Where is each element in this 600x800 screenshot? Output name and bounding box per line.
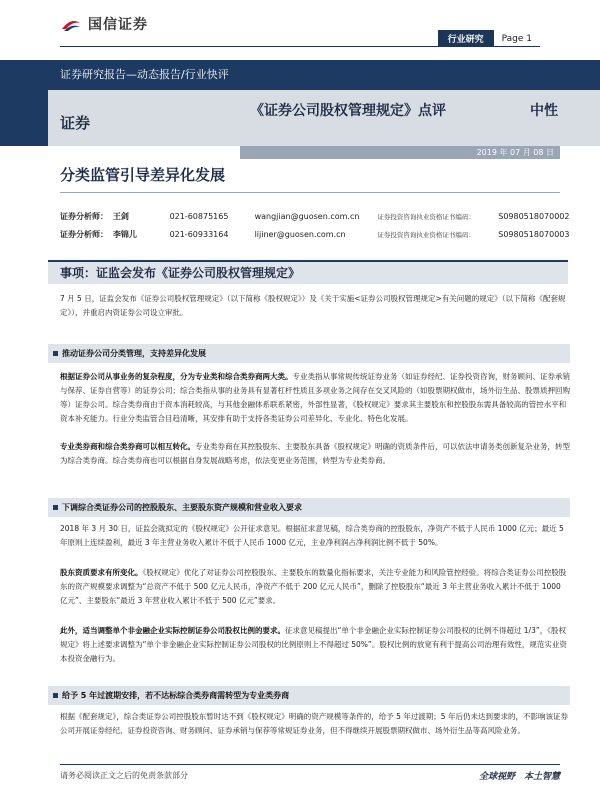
analyst-role: 证券分析师：	[60, 211, 108, 221]
analyst-row	[60, 225, 570, 243]
subsection-header-3	[48, 686, 570, 705]
analyst-phone: 021-60933164	[169, 229, 229, 239]
report-title: 《证券公司股权管理规定》点评	[250, 103, 446, 119]
analyst-cert-number: S0980518070003	[498, 229, 570, 239]
subsection-heading: 下调综合类证券公司的控股股东、主要股东资产规模和营业收入要求	[62, 503, 302, 512]
analyst-name: 王剑	[112, 210, 129, 221]
analyst-email[interactable]: lijiner@guosen.com.cn	[254, 229, 346, 239]
subsection-header-2	[48, 498, 570, 517]
header-meta	[438, 30, 540, 47]
subsection-heading: 推动证券公司分类管理，支持差异化发展	[62, 349, 206, 358]
paragraph	[60, 370, 570, 426]
analyst-email[interactable]: wangjian@guosen.com.cn	[254, 211, 360, 221]
paragraph: 根据《配套规定》，综合类证券公司控股股东暂时达不到《股权规定》明确的资产规模等条件的，给予 5 年过渡期；5 年后仍未达到要求的，不影响该证券公司开展证券经纪、证券投资咨询、财务顾问、证券承销与保荐等常规证券业务，但不得继续开展股票期权做市、场外衍生品等高风险业务。	[60, 712, 568, 735]
report-category-tag: 行业研究	[438, 30, 494, 47]
subsection-heading: 给予 5 年过渡期安排，若不达标综合类券商需转型为专业类券商	[62, 691, 290, 700]
brand-name: 国信证券	[88, 17, 148, 33]
paragraph-lead: 专业类券商和综合类券商可以相互转化。	[60, 442, 195, 451]
intro-paragraph: 7 月 5 日，证监会发布《证券公司股权管理规定》（以下简称《股权规定》）及《关于实施<证券公司股权管理规定>有关问题的规定》（以下简称《配套规定》），并重启内资证券公司设立审批。	[60, 294, 566, 317]
analyst-phone: 021-60875165	[169, 211, 229, 221]
guosen-logo-icon	[60, 15, 82, 33]
square-bullet-icon	[53, 351, 58, 356]
header-divider	[60, 46, 540, 47]
paragraph	[60, 566, 570, 608]
analyst-cert-number: S0980518070002	[498, 211, 570, 221]
event-heading: 事项：证监会发布《证券公司股权管理规定》	[60, 266, 301, 280]
sector-label: 证券	[60, 114, 91, 132]
report-type: 证券研究报告—动态报告/行业快评	[60, 68, 229, 81]
paragraph-lead: 此外，适当调整单个非金融企业实际控制证券公司股权比例的要求。	[60, 626, 285, 635]
footer-divider	[60, 764, 560, 765]
analyst-qualification: 证券投资咨询执业资格证书编码：	[377, 212, 475, 221]
analyst-row	[60, 207, 570, 225]
paragraph: 2018 年 3 月 30 日，证监会就拟定的《股权规定》公开征求意见。根据征求意见稿，综合类券商的控股股东，净资产不低于人民币 1000 亿元；最近 5 年原则上连续盈利，最近 3 年主营业务收入累计不低于人民币 1000 亿元，主业净利润占净利润比例不低于 50%。	[60, 524, 564, 547]
paragraph	[60, 440, 570, 468]
square-bullet-icon	[53, 693, 58, 698]
paragraph-body: 专业类指从事常规传统证券业务（如证券经纪、证券投资咨询，财务顾问、证券承销与保荐、证券自营等）的证券公司；综合类指从事的业务具有显著杠杆性质且多项业务之间存在交叉风险的（如股票期权做市，场外衍生品、股票质押回购等）证券公司。综合类券商由于资本消耗较高，与其他金融体系联系紧密，外部性显著，《股权规定》要求其主要股东和控股股东需具备较高的管控水平和资本补充能力。行业分类监管合目趋清晰，其安排有助于支持各类证券公司差异化、专业化、特色化发展。	[60, 372, 570, 423]
page-number: Page 1	[501, 33, 532, 44]
analyst-role: 证券分析师：	[60, 229, 108, 239]
subsection-header-1	[48, 344, 570, 363]
paragraph-body: 专业类券商在其控股股东、主要股东具备《股权规定》明确的资质条件后，可以依法申请务类创新复杂业务，转型为综合类券商。综合类券商也可以根据自身发展战略考虑，依法变更业务范围，转型为专业类券商。	[60, 442, 570, 465]
square-bullet-icon	[53, 505, 58, 510]
report-type-bar	[0, 60, 600, 90]
analyst-name: 李锦儿	[112, 228, 137, 239]
paragraph-lead: 根据证券公司从事业务的复杂程度，分为专业类和综合类券商两大类。	[60, 372, 293, 381]
report-date: 2019 年 07 月 08 日	[240, 146, 560, 159]
rating-label: 中性	[530, 103, 558, 119]
analyst-list	[60, 207, 570, 243]
analyst-qualification: 证券投资咨询执业资格证书编码：	[377, 230, 475, 239]
paragraph-body: 征求意见稿提出“单个非金融企业实际控制证券公司股权的比例不得超过 1/3”，《股权规定》将上述要求调整为“单个非金融企业实际控制证券公司股权的比例原则上不得超过 50%”。股权比例的放宽有利于提高公司治理有效性，规范实业资本投资金融行为。	[60, 626, 567, 663]
footer-slogan: 全球视野 本土智慧	[478, 772, 560, 782]
paragraph-body: 《股权规定》优化了对证券公司控股股东、主要股东的数量化指标要求，关注专业能力和风险管控经验。将综合类证券公司控股股东的资产规模要求调整为“总资产不低于 500 亿元人民币，净资产不低于 200 亿元人民币”，删除了控股股东“最近 3 年主营业务收入累计不低于 1000 亿元”、主要股东“最近 3 年营业收入累计不低于 500 亿元”要求。	[60, 568, 567, 605]
brand-logo	[60, 14, 148, 34]
paragraph-lead: 股东资质要求有所变化。	[60, 568, 143, 577]
headline-divider	[60, 192, 560, 193]
event-section-header	[48, 260, 568, 284]
paragraph	[60, 624, 570, 666]
document-headline: 分类监管引导差异化发展	[60, 166, 226, 184]
footer-disclaimer: 请务必阅读正文之后的免责条款部分	[60, 771, 188, 780]
